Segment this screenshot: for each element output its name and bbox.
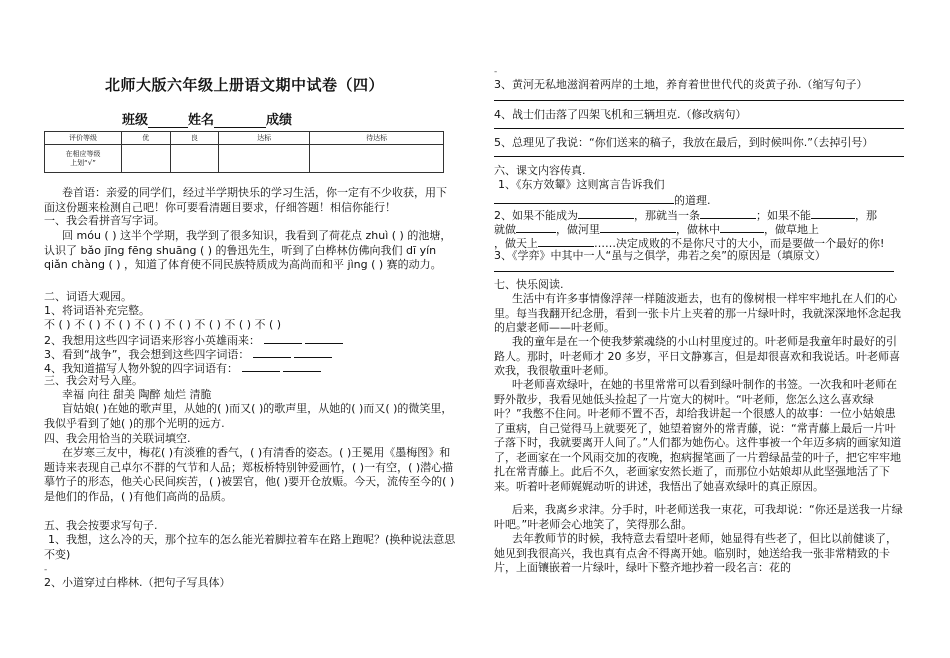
reading-paragraph-4: 后来，我离乡求津。分手时，叶老师送我一束花，可我却说：“你还是送我一片绿叶吧。”叶老师会心地笑了，笑得那么甜。: [494, 503, 903, 531]
section-2-q2: 2、我想用这些四字词语来形容小英雄雨来：: [44, 332, 343, 347]
section-6-heading: 六、课文内容传真.: [494, 164, 586, 177]
section-4-text: 在岁寒三友中，梅花( )有淡雅的香气，( )有清香的姿态。( )王冕用《墨梅图》和题诗来表现自己卓尔不群的气节和人品；郑板桥特别钟爱画竹，( )一有空，( )潜心描摹竹子的形态，他关心民间疾苦，( )被罢官，他( )要开仓放赈。今天，流传至今的( )是他们的作品，( )有他们高尚的品质。: [44, 446, 455, 503]
student-info-line: [122, 109, 292, 128]
reading-paragraph-3: 叶老师喜欢绿叶，在她的书里常常可以看到绿叶制作的书签。一次我和叶老师在野外散步，我看见她低头捡起了一片宽大的树叶。“叶老师，您怎么这么喜欢绿叶？”我憋不住问。叶老师不置不否，却给我讲起一个很感人的故事：一位小姑娘患了重病，自己觉得马上就要死了，她望着窗外的常青藤，说：“常青藤上最后一片叶子落下时，我就要离开人间了。”人们都为她伤心。这件事被一个年迈多病的画家知道了，老画家在一个风雨交加的夜晚，抱病握笔画了一片碧绿晶莹的叶子，把它牢牢地扎在常青藤上。此后不久，老画家安然长逝了，而那位小姑娘却从此坚强地活了下来。听着叶老师娓娓动听的讲述，我悟出了她喜欢绿叶的真正原因。: [494, 378, 902, 493]
section-5-q3: 3、黄河无私地滋润着两岸的土地，养育着世世代代的炎黄子孙.（缩写句子）: [494, 78, 868, 91]
section-5-q2: 2、小道穿过白桦林.（把句子写具体）: [44, 576, 231, 589]
grade-cell[interactable]: [219, 145, 310, 173]
section-2-q1: 1、将词语补充完整。: [44, 304, 150, 317]
reading-paragraph-1: 生活中有许多事情像浮萍一样随波逝去，也有的像树根一样牢牢地扎在人们的心里。每当我翻开纪念册，看到一张卡片上夹着的那一片绿叶时，我就深深地怀念起我的启蒙老师——叶老师。: [494, 292, 901, 334]
grade-cell[interactable]: [170, 145, 219, 173]
section-6-q2-line2: 就做 ，做河里 ，做林中 ，做草地上: [494, 223, 819, 236]
section-3-heading: 三、我会对号入座。: [44, 374, 143, 387]
class-blank[interactable]: [148, 114, 188, 128]
section-1-text: 回 móu ( ) 这半个学期，我学到了很多知识，我看到了荷花点 zhuì ( ) 的池塘，认识了 bǎo jīng fēng shuāng ( ) 的鲁迅先生，听到了白桦林仿佛向我们 dī yín qiǎn chàng ( ) ，知道了体育使不同民族特质成为高尚而和平 jìng ( ) 赛的动力。: [44, 229, 452, 271]
grade-cell[interactable]: [310, 145, 444, 173]
section-4-heading: 四、我会用恰当的关联词填空.: [44, 432, 191, 445]
section-6-q2-line1: 2、如果不能成为 ，那就当一条 ；如果不能 ，那: [494, 209, 877, 222]
name-blank[interactable]: [214, 114, 266, 128]
name-label: 姓名: [188, 113, 215, 128]
section-5-q5: 5、总理见了我说：“你们送来的稿子，我放在最后，到时候叫你.”（去掉引号）: [494, 136, 874, 149]
intro-text: 卷首语：亲爱的同学们，经过半学期快乐的学习生活，你一定有不少收获，用下面这份题来检测自己吧！你可要看清题目要求，仔细答题！相信你能行！: [44, 186, 447, 214]
class-label: 班级: [122, 113, 149, 128]
grade-row-label: 在相应等级 上划“√”: [45, 145, 122, 173]
grade-table: [44, 131, 444, 173]
reading-paragraph-5: 去年教师节的时候，我特意去看望叶老师，她显得有些老了，但比以前健谈了，她见到我很高兴，我也真有点舍不得离开她。临别时，她送给我一张非常精致的卡片，上面镶嵌着一片绿叶，绿叶下整齐地抄着一段名言：花的: [494, 532, 897, 574]
section-3-words: 幸福 向往 甜美 陶醉 灿烂 清脆: [62, 388, 212, 401]
reading-paragraph-2: 我的童年是在一个使我梦萦魂绕的小山村里度过的。叶老师是我童年时最好的引路人。那时，叶老师才 20 多岁，平日文静寡言，但是却很喜欢和我说话。叶老师喜欢我，我很敬重叶老师。: [494, 335, 900, 377]
section-3-text: 盲姑娘( )在她的歌声里，从她的( )而又( )的歌声里，从她的( )而又( )的微笑里，我似乎看到了她( )的那个光明的远方.: [44, 402, 453, 430]
section-5-q4: 4、战士们击落了四架飞机和三辆坦克.（修改病句）: [494, 108, 747, 121]
grade-header-level: 评价等级: [45, 132, 122, 145]
section-2-heading: 二、词语大观园。: [44, 290, 132, 303]
grade-header-fail: 待达标: [310, 132, 444, 145]
score-label: 成绩: [266, 113, 293, 128]
section-2-q4: 4、我知道描写人物外貌的四字词语有：: [44, 360, 321, 375]
section-6-q1-end: 的道理.: [494, 192, 711, 207]
grade-header-pass: 达标: [219, 132, 310, 145]
section-6-q2-line3: ，做天上 ……决定成败的不是你尺寸的大小，而是要做一个最好的你!: [494, 237, 885, 250]
grade-header-excellent: 优: [122, 132, 171, 145]
section-7-heading: 七、快乐阅读.: [494, 278, 564, 291]
section-5-heading: 五、我会按要求写句子.: [44, 519, 158, 532]
page-title: 北师大版六年级上册语文期中试卷（四）: [105, 76, 385, 94]
section-5-q1: 1、我想，这么冷的天，那个拉车的怎么能光着脚拉着车在路上跑呢？(换种说法意思不变): [44, 533, 456, 561]
section-2-q1-row: 不 ( ) 不 ( ) 不 ( ) 不 ( ) 不 ( ) 不 ( ) 不 ( ) 不 ( ): [44, 318, 282, 331]
section-6-q1: 1、《东方效颦》这则寓言告诉我们: [498, 178, 665, 191]
section-2-q3: 3、看到“战争”，我会想到这些四字词语：: [44, 346, 332, 361]
section-1-heading: 一、我会看拼音写字词。: [44, 214, 165, 227]
grade-cell[interactable]: [122, 145, 171, 173]
grade-header-good: 良: [170, 132, 219, 145]
section-6-q3: 3、《学弈》中其中一人“虽与之俱学，弗若之矣”的原因是（填原文）: [494, 249, 826, 262]
